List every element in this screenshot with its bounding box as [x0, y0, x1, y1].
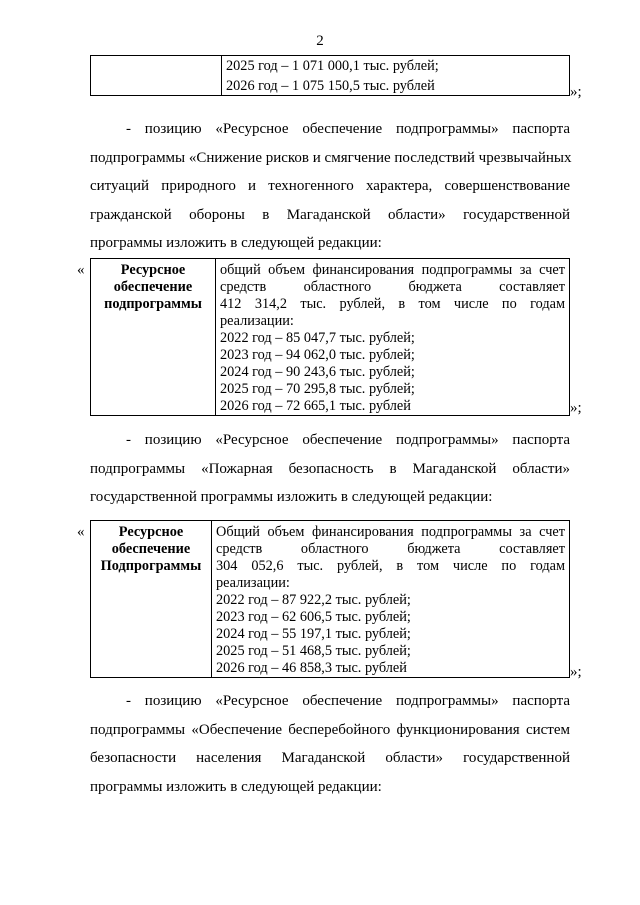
total-line: 412 314,2 тыс. рублей, в том числе по годам — [220, 296, 565, 312]
page-number: 2 — [316, 33, 324, 49]
paragraph — [90, 115, 570, 258]
year-line: 2025 год – 1 071 000,1 тыс. рублей; — [226, 58, 439, 74]
closing-quote: »; — [570, 84, 582, 100]
year-line: 2024 год – 90 243,6 тыс. рублей; — [220, 364, 415, 380]
total-line: 304 052,6 тыс. рублей, в том числе по годам — [216, 558, 565, 574]
year-line: 2023 год – 94 062,0 тыс. рублей; — [220, 347, 415, 363]
resource-value-cell — [212, 521, 570, 678]
paragraph — [90, 426, 570, 512]
total-line: средств областного бюджета составляет — [216, 541, 565, 557]
paragraph — [90, 687, 570, 801]
paragraph-line: - позицию «Ресурсное обеспечение подпрограммы» паспорта — [126, 432, 570, 448]
paragraph-line: государственной программы изложить в следующей редакции: — [90, 489, 493, 505]
year-line: 2025 год – 51 468,5 тыс. рублей; — [216, 643, 411, 659]
resource-label-cell — [91, 521, 212, 678]
resource-label-line: подпрограммы — [104, 296, 202, 312]
resource-label-line: обеспечение — [113, 279, 193, 295]
resource-label-line: Подпрограммы — [100, 558, 202, 574]
year-line: 2026 год – 46 858,3 тыс. рублей — [216, 660, 407, 676]
paragraph-line: безопасности населения Магаданской области» государственной — [90, 750, 570, 766]
year-line: 2023 год – 62 606,5 тыс. рублей; — [216, 609, 411, 625]
total-line: Общий объем финансирования подпрограммы за счет — [216, 524, 565, 540]
total-line: средств областного бюджета составляет — [220, 279, 565, 295]
paragraph-line: ситуаций природного и техногенного характера, совершенствование — [90, 178, 570, 194]
year-line: 2026 год – 1 075 150,5 тыс. рублей — [226, 78, 435, 94]
year-line: 2022 год – 87 922,2 тыс. рублей; — [216, 592, 411, 608]
opening-quote: « — [77, 524, 85, 540]
total-line: реализации: — [216, 575, 290, 591]
opening-quote: « — [77, 262, 85, 278]
paragraph-line: подпрограммы «Обеспечение бесперебойного функционирования систем — [90, 721, 570, 738]
resource-label-line: обеспечение — [111, 541, 191, 557]
closing-quote: »; — [570, 400, 582, 416]
year-line: 2025 год – 70 295,8 тыс. рублей; — [220, 381, 415, 397]
paragraph-line: программы изложить в следующей редакции: — [90, 235, 382, 251]
resource-label-line: Ресурсное — [118, 524, 184, 540]
year-line: 2022 год – 85 047,7 тыс. рублей; — [220, 330, 415, 346]
paragraph-line: гражданской обороны в Магаданской области» государственной — [90, 206, 570, 223]
total-line: общий объем финансирования подпрограммы за счет — [220, 262, 565, 278]
paragraph-line: - позицию «Ресурсное обеспечение подпрограммы» паспорта — [126, 121, 570, 137]
closing-quote: »; — [570, 664, 582, 680]
total-line: реализации: — [220, 313, 294, 329]
paragraph-line: программы изложить в следующей редакции: — [90, 778, 382, 795]
year-line: 2026 год – 72 665,1 тыс. рублей — [220, 398, 411, 414]
continued-table-left-cell — [91, 56, 222, 96]
paragraph-line: подпрограммы «Пожарная безопасность в Магаданской области» — [90, 460, 570, 477]
resource-value-cell — [216, 259, 570, 416]
paragraph-line: - позицию «Ресурсное обеспечение подпрограммы» паспорта — [126, 693, 570, 709]
year-line: 2024 год – 55 197,1 тыс. рублей; — [216, 626, 411, 642]
resource-table-1 — [90, 258, 570, 416]
resource-label-line: Ресурсное — [120, 262, 186, 278]
paragraph-line: подпрограммы «Снижение рисков и смягчение последствий чрезвычайных — [90, 149, 572, 166]
resource-label-cell — [91, 259, 216, 416]
continued-table-right-cell — [222, 56, 570, 96]
resource-table-2 — [90, 520, 570, 678]
continued-table — [90, 55, 570, 96]
